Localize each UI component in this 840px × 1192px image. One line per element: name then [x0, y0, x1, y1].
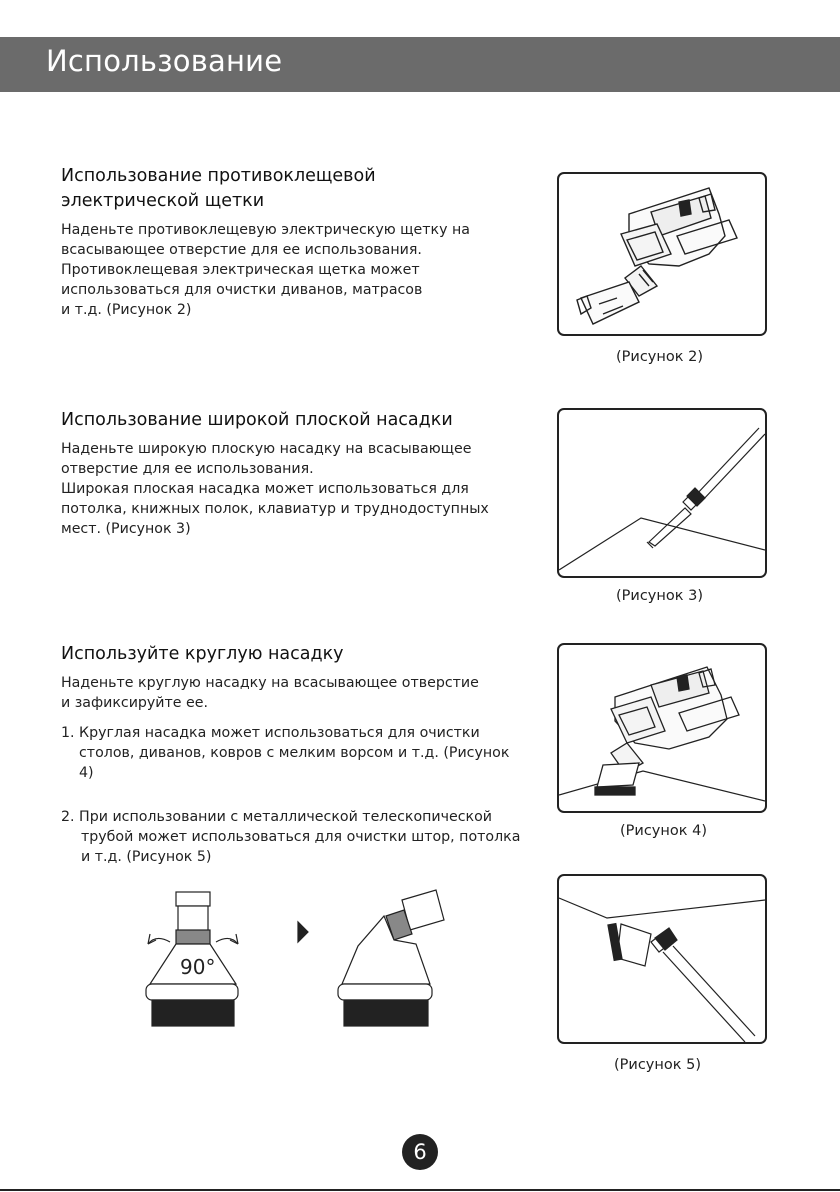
header-bar	[0, 37, 840, 92]
section-title-line: Использование противоклещевой	[61, 166, 376, 186]
angle-label: 90°	[180, 955, 216, 979]
figure-4-caption: (Рисунок 4)	[620, 823, 707, 839]
round-nozzle-vacuum-illustration	[559, 645, 765, 811]
section-round-nozzle	[61, 642, 531, 867]
section-title	[61, 164, 521, 214]
body-line: всасывающее отверстие для ее использования.	[61, 242, 422, 258]
body-line: Наденьте противоклещевую электрическую щетку на	[61, 222, 470, 238]
vacuum-anti-mite-brush-illustration	[559, 174, 765, 334]
list-item-1: 1. Круглая насадка может использоваться для очистки столов, диванов, ковров с мелким ворсом и т.д. (Рисунок 4)	[61, 725, 510, 781]
body-line: Наденьте широкую плоскую насадку на всасывающее	[61, 441, 472, 457]
list-item-2: 2. При использовании с металлической телескопической трубой может использоваться для очистки штор, потолка и т.д. (Рисунок 5)	[61, 809, 521, 865]
bottom-rule	[0, 1189, 840, 1191]
body-line: и т.д. (Рисунок 2)	[61, 302, 192, 318]
figure-3-box	[557, 408, 767, 578]
section-title: Используйте круглую насадку	[61, 644, 344, 664]
section-anti-mite-brush	[61, 164, 521, 320]
figure-4-box	[557, 643, 767, 813]
flat-nozzle-corner-illustration	[559, 410, 765, 576]
section-wide-flat-nozzle	[61, 408, 521, 539]
section-title: Использование широкой плоской насадки	[61, 410, 453, 430]
figure-5-caption: (Рисунок 5)	[614, 1057, 701, 1073]
page-title: Использование	[46, 44, 283, 78]
body-line: отверстие для ее использования.	[61, 461, 314, 477]
figure-2-caption: (Рисунок 2)	[616, 349, 703, 365]
body-line: мест. (Рисунок 3)	[61, 521, 191, 537]
body-line: потолка, книжных полок, клавиатур и труднодоступных	[61, 501, 489, 517]
figure-5-box	[557, 874, 767, 1044]
body-line: Наденьте круглую насадку на всасывающее отверстие	[61, 675, 479, 691]
body-line: Противоклещевая электрическая щетка может	[61, 262, 420, 278]
round-nozzle-rotation-diagram	[140, 886, 460, 1034]
round-nozzle-tube-illustration	[559, 876, 765, 1042]
section-body	[61, 439, 521, 539]
figure-2-box	[557, 172, 767, 336]
body-line: и зафиксируйте ее.	[61, 695, 209, 711]
body-line: Широкая плоская насадка может использоваться для	[61, 481, 469, 497]
figure-3-caption: (Рисунок 3)	[616, 588, 703, 604]
body-line: использоваться для очистки диванов, матрасов	[61, 282, 423, 298]
page-number: 6	[402, 1134, 438, 1170]
rotation-diagram-svg	[140, 886, 460, 1034]
section-intro	[61, 673, 531, 713]
section-body	[61, 220, 521, 320]
section-title-line: электрической щетки	[61, 191, 265, 211]
